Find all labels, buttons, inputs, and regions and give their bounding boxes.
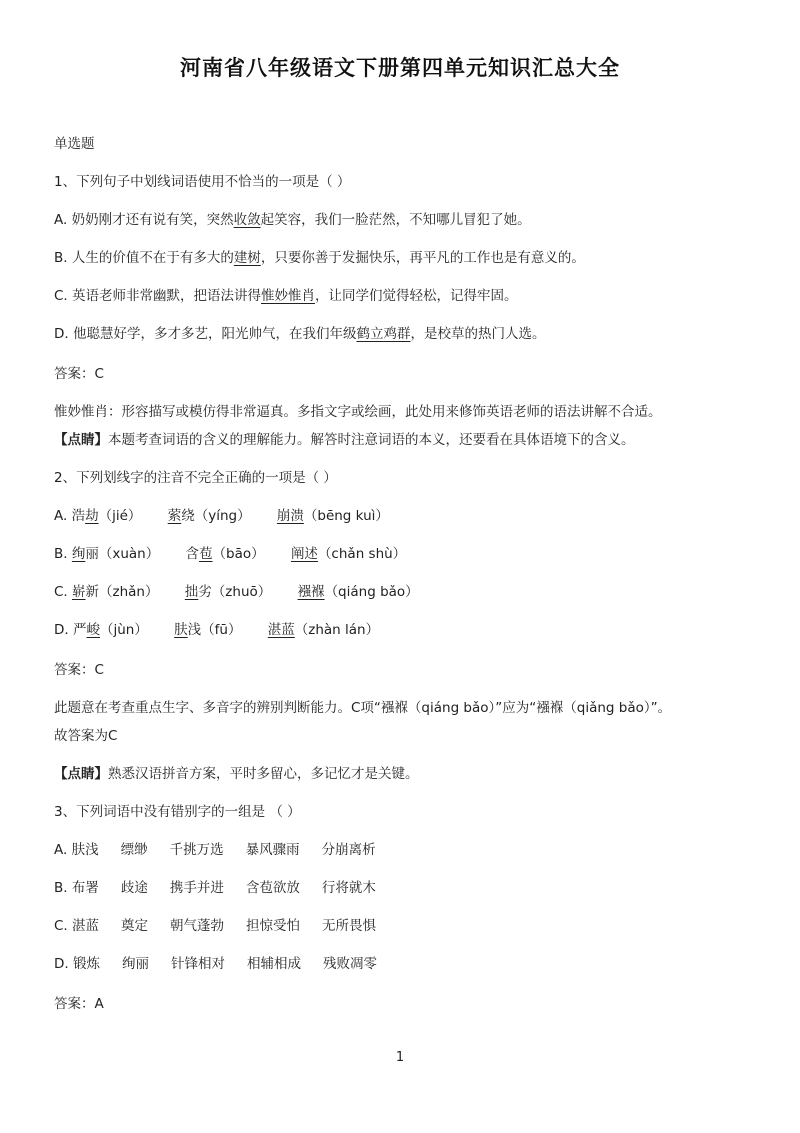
q2-explanation: 此题意在考查重点生字、多音字的辨别判断能力。C项“襁褓（qiáng bǎo）”应为“襁褓（qiǎng bǎo）”。 bbox=[54, 700, 672, 716]
q2-option-c: C. 崭新（zhǎn） 拙劣（zhuō） 襁褓（qiáng bǎo） bbox=[54, 584, 419, 600]
q3-stem: 3、下列词语中没有错别字的一组是 （ ） bbox=[54, 804, 301, 820]
q3-option-c: C. 湛蓝 奠定 朝气蓬勃 担惊受怕 无所畏惧 bbox=[54, 918, 377, 934]
page-title: 河南省八年级语文下册第四单元知识汇总大全 bbox=[180, 56, 620, 80]
section-label: 单选题 bbox=[54, 136, 95, 152]
q3-answer: 答案：A bbox=[54, 996, 104, 1012]
q3-option-a: A. 肤浅 缥缈 千挑万选 暴风骤雨 分崩离析 bbox=[54, 842, 376, 858]
q2-option-d: D. 严峻（jùn） 肤浅（fū） 湛蓝（zhàn lán） bbox=[54, 622, 380, 638]
q2-option-a: A. 浩劫（jié） 萦绕（yíng） 崩溃（bēng kuì） bbox=[54, 508, 389, 524]
page-number: 1 bbox=[395, 1050, 405, 1065]
q3-option-d: D. 锻炼 绚丽 针锋相对 相辅相成 残败凋零 bbox=[54, 956, 377, 972]
q1-answer: 答案：C bbox=[54, 366, 104, 382]
q2-tip: 【点睛】熟悉汉语拼音方案，平时多留心，多记忆才是关键。 bbox=[54, 766, 419, 782]
q2-answer: 答案：C bbox=[54, 662, 104, 678]
q1-explanation: 惟妙惟肖：形容描写或模仿得非常逼真。多指文字或绘画，此处用来修饰英语老师的语法讲解不合适。 bbox=[54, 404, 662, 420]
q1-option-d: D. 他聪慧好学，多才多艺，阳光帅气，在我们年级鹤立鸡群，是校草的热门人选。 bbox=[54, 326, 546, 342]
q3-option-b: B. 布署 歧途 携手并进 含苞欲放 行将就木 bbox=[54, 880, 376, 896]
q1-stem: 1、下列句子中划线词语使用不恰当的一项是（ ） bbox=[54, 174, 351, 190]
q2-stem: 2、下列划线字的注音不完全正确的一项是（ ） bbox=[54, 470, 337, 486]
q1-option-b: B. 人生的价值不在于有多大的建树，只要你善于发掘快乐，再平凡的工作也是有意义的。 bbox=[54, 250, 585, 266]
q1-option-c: C. 英语老师非常幽默，把语法讲得惟妙惟肖，让同学们觉得轻松，记得牢固。 bbox=[54, 288, 518, 304]
q1-tip: 【点睛】本题考查词语的含义的理解能力。解答时注意词语的本义，还要看在具体语境下的含义。 bbox=[54, 432, 635, 448]
q2-explanation-conclusion: 故答案为C bbox=[54, 728, 118, 744]
q1-option-a: A. 奶奶刚才还有说有笑，突然收敛起笑容，我们一脸茫然，不知哪儿冒犯了她。 bbox=[54, 212, 531, 228]
q2-option-b: B. 绚丽（xuàn） 含苞（bāo） 阐述（chǎn shù） bbox=[54, 546, 407, 562]
